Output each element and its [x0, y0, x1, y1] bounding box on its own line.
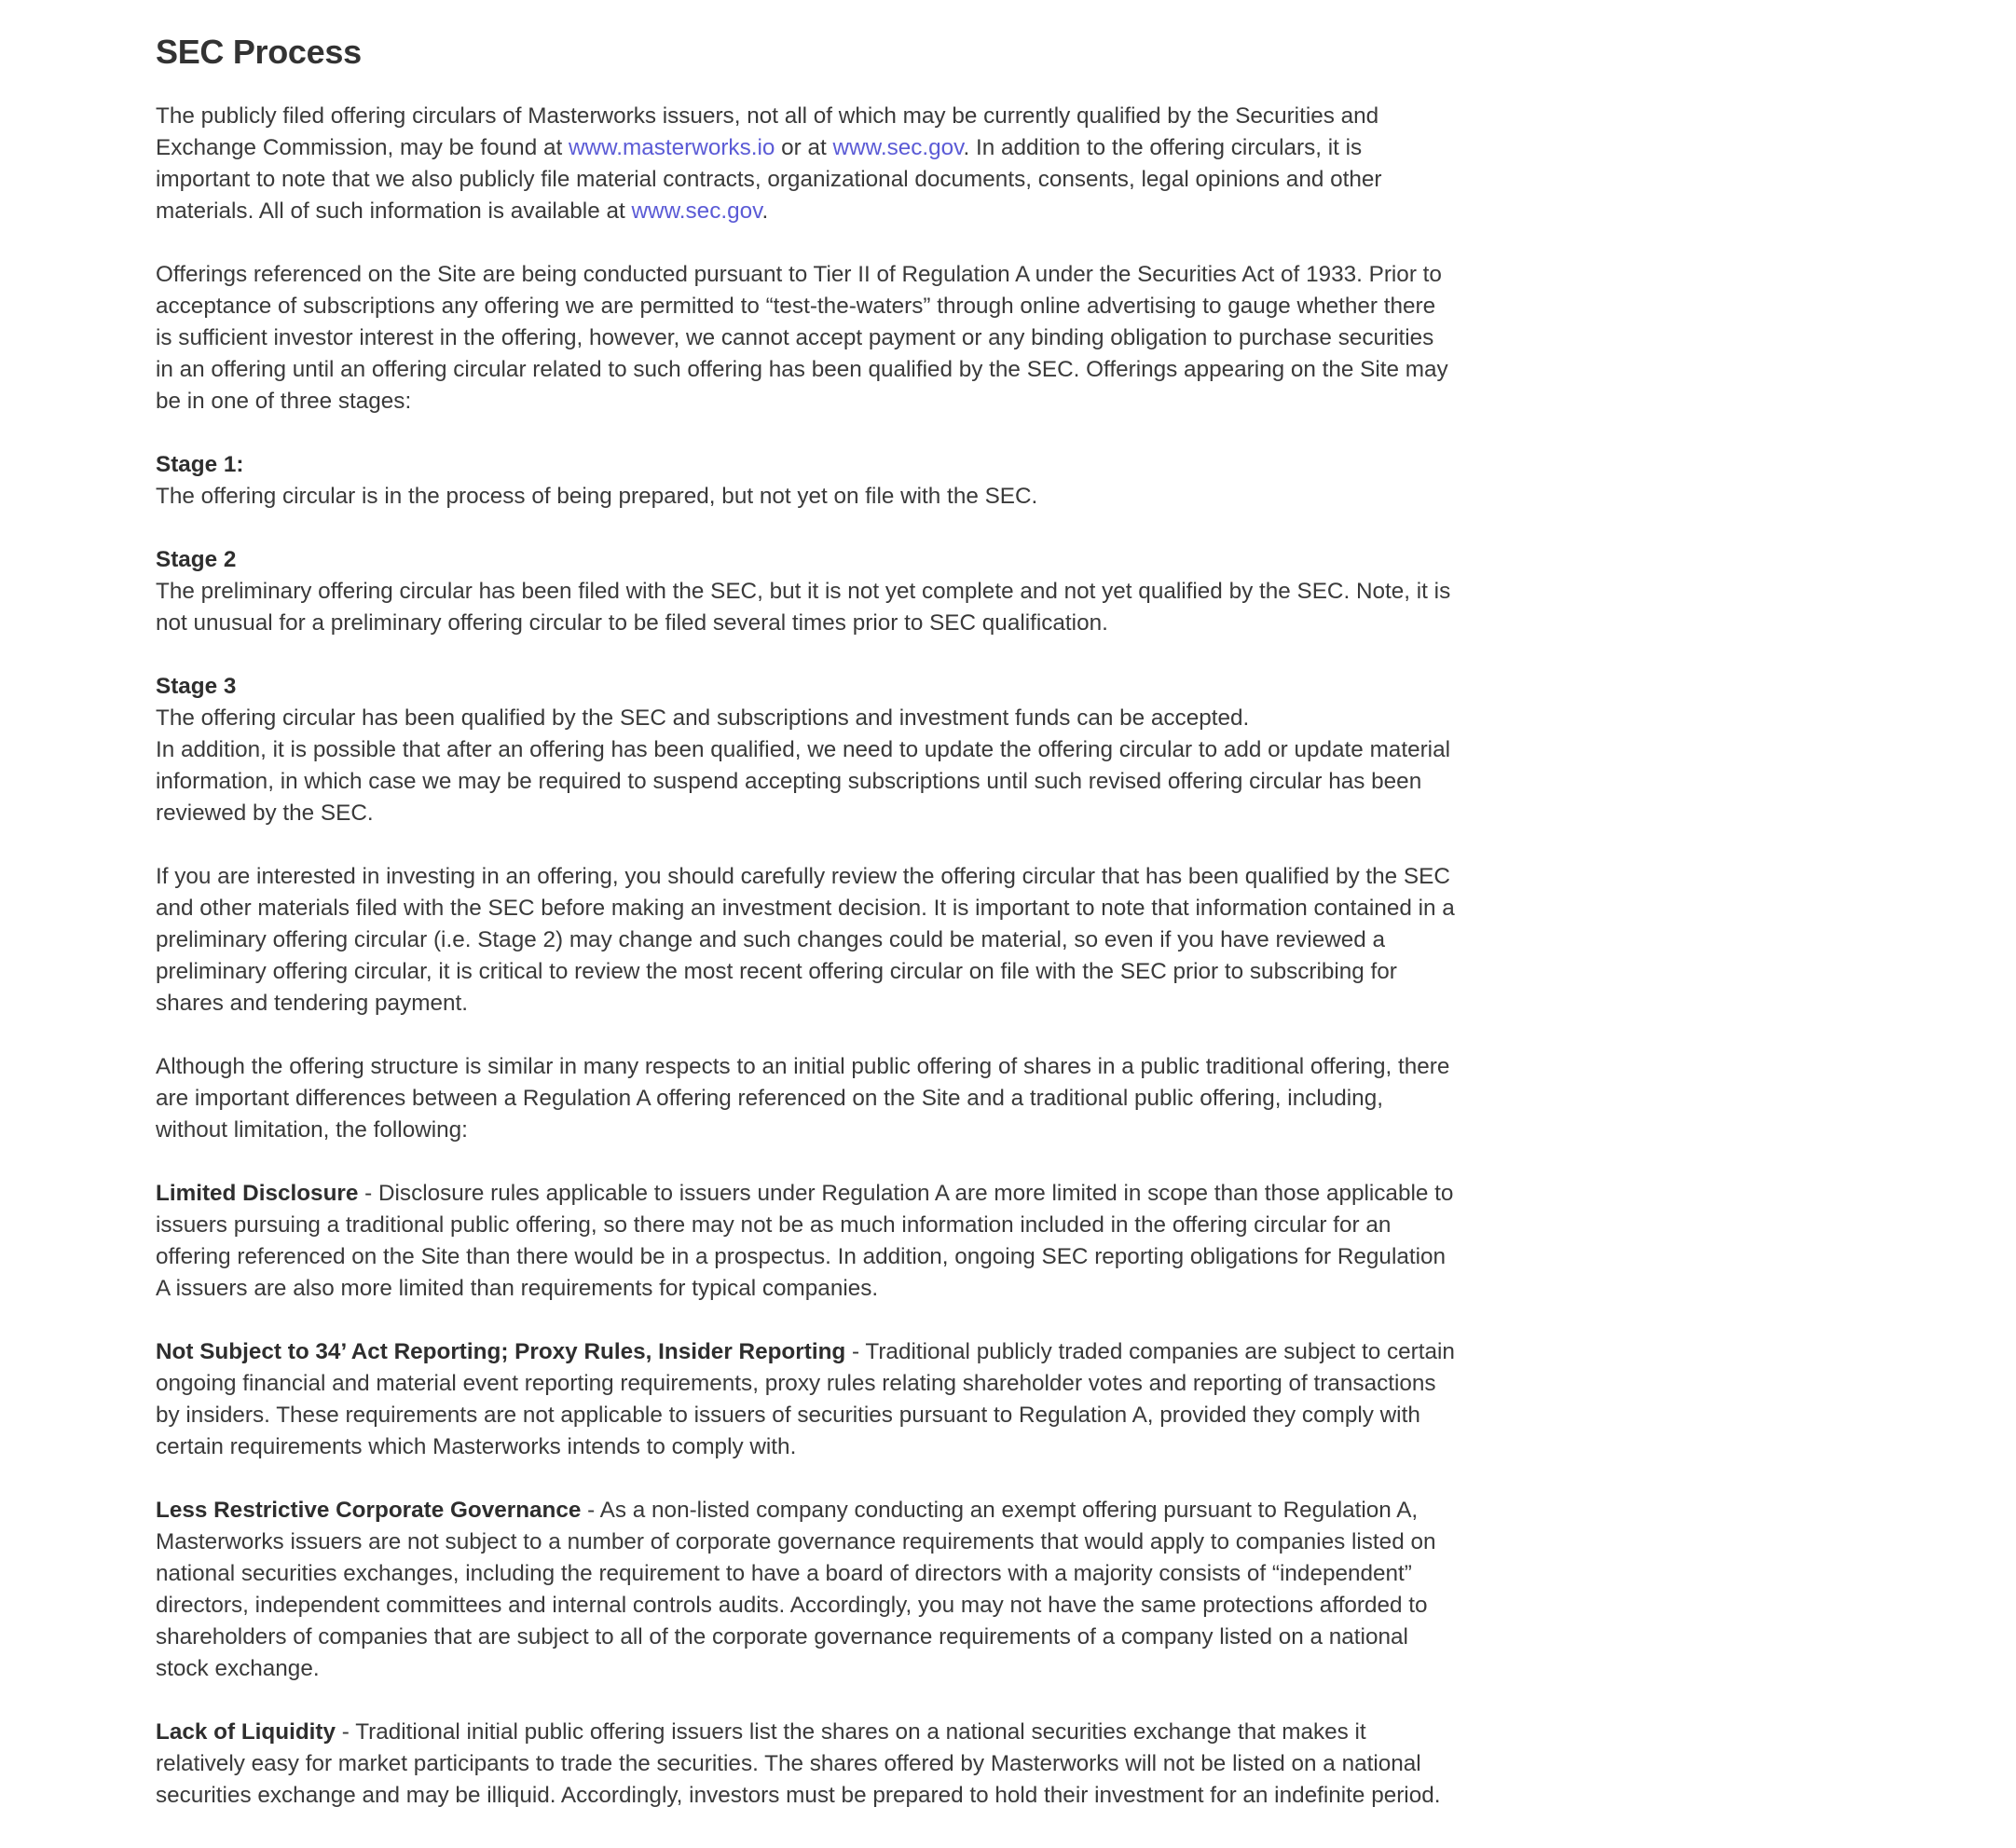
offerings-paragraph: Offerings referenced on the Site are being conducted pursuant to Tier II of Regulation A under the Securities Act of 1933. Prior to acceptance of subscriptions any offering we are permitted to “test-the-waters” through online advertising to gauge whether there is sufficient investor interest in the offering, however, we cannot accept payment or any binding obligation to purchase securities in an offering until an offering circular related to such offering has been qualified by the SEC. Offerings appearing on the Site may be in one of three stages: [156, 262, 1448, 414]
stage-3-title: Stage 3 [156, 674, 237, 699]
although-paragraph: Although the offering structure is similar in many respects to an initial public offering of shares in a public traditional offering, there are important differences between a Regulation A offering referenced on the Site and a traditional public offering, including, without limitation, the following: [156, 1054, 1450, 1143]
stage-3 [156, 671, 1456, 829]
difference-term: Limited Disclosure [156, 1181, 359, 1206]
difference-text: - Traditional initial public offering issuers list the shares on a national securities exchange that makes it relatively easy for market participants to trade the securities. The shares offered by Masterworks will not be listed on a national securities exchange and may be illiquid. Accordingly, investors must be prepared to hold their investment for an indefinite period. [156, 1719, 1441, 1808]
intro-text-1: The publicly filed offering circulars of Masterworks issuers, not all of which may be currently qualified by the Securities and Exchange Commission, may be found at [156, 103, 1379, 160]
difference-corporate-governance [156, 1495, 1456, 1685]
sec-process-section [156, 28, 1456, 1812]
difference-term: Lack of Liquidity [156, 1719, 336, 1745]
difference-not-subject-34-act [156, 1336, 1456, 1463]
difference-text: - Disclosure rules applicable to issuers under Regulation A are more limited in scope than those applicable to issuers pursuing a traditional public offering, so there may not be as much information included in the offering circular for an offering referenced on the Site than there would be in a prospectus. In addition, ongoing SEC reporting obligations for Regulation A issuers are also more limited than requirements for typical companies. [156, 1181, 1454, 1301]
stage-2 [156, 544, 1456, 639]
stage-1-title: Stage 1: [156, 452, 244, 477]
stage-2-title: Stage 2 [156, 547, 237, 572]
stage-1 [156, 449, 1456, 513]
page-title: SEC Process [156, 33, 362, 71]
stage-3-addition-text: In addition, it is possible that after an offering has been qualified, we need to update the offering circular to add or update material information, in which case we may be required to suspend accepting subscriptions until such revised offering circular has been reviewed by the SEC. [156, 737, 1450, 826]
difference-text: - As a non-listed company conducting an exempt offering pursuant to Regulation A, Masterworks issuers are not subject to a number of corporate governance requirements that would apply to companies listed on national securities exchanges, including the requirement to have a board of directors with a majority consists of “independent” directors, independent committees and internal controls audits. Accordingly, you may not have the same protections afforded to shareholders of companies that are subject to all of the corporate governance requirements of a company listed on a national stock exchange. [156, 1498, 1436, 1681]
difference-term: Not Subject to 34’ Act Reporting; Proxy Rules, Insider Reporting [156, 1339, 846, 1364]
difference-text: - Traditional publicly traded companies are subject to certain ongoing financial and material event reporting requirements, proxy rules relating shareholder votes and reporting of transactions by insiders. These requirements are not applicable to issuers of securities pursuant to Regulation A, provided they comply with certain requirements which Masterworks intends to comply with. [156, 1339, 1455, 1459]
intro-text-3: . In addition to the offering circulars, it is important to note that we also publicly file material contracts, organizational documents, consents, legal opinions and other materials. All of such information is available at [156, 135, 1382, 224]
sec-link-1[interactable]: www.sec.gov [832, 135, 964, 160]
difference-limited-disclosure [156, 1178, 1456, 1305]
difference-term: Less Restrictive Corporate Governance [156, 1498, 582, 1523]
stage-3-text: The offering circular has been qualified by the SEC and subscriptions and investment funds can be accepted. [156, 705, 1250, 731]
masterworks-link[interactable]: www.masterworks.io [568, 135, 775, 160]
intro-text-2: or at [775, 135, 833, 160]
sec-link-2[interactable]: www.sec.gov [631, 198, 762, 224]
intro-text-4: . [761, 198, 769, 224]
intro-paragraph [156, 101, 1456, 227]
interested-paragraph: If you are interested in investing in an offering, you should carefully review the offering circular that has been qualified by the SEC and other materials filed with the SEC before making an investment decision. It is important to note that information contained in a preliminary offering circular (i.e. Stage 2) may change and such changes could be material, so even if you have reviewed a preliminary offering circular, it is critical to review the most recent offering circular on file with the SEC prior to subscribing for shares and tendering payment. [156, 864, 1455, 1016]
stage-2-text: The preliminary offering circular has been filed with the SEC, but it is not yet complete and not yet qualified by the SEC. Note, it is not unusual for a preliminary offering circular to be filed several times prior to SEC qualification. [156, 579, 1451, 636]
stage-1-text: The offering circular is in the process of being prepared, but not yet on file with the SEC. [156, 484, 1038, 509]
difference-lack-of-liquidity [156, 1717, 1456, 1812]
